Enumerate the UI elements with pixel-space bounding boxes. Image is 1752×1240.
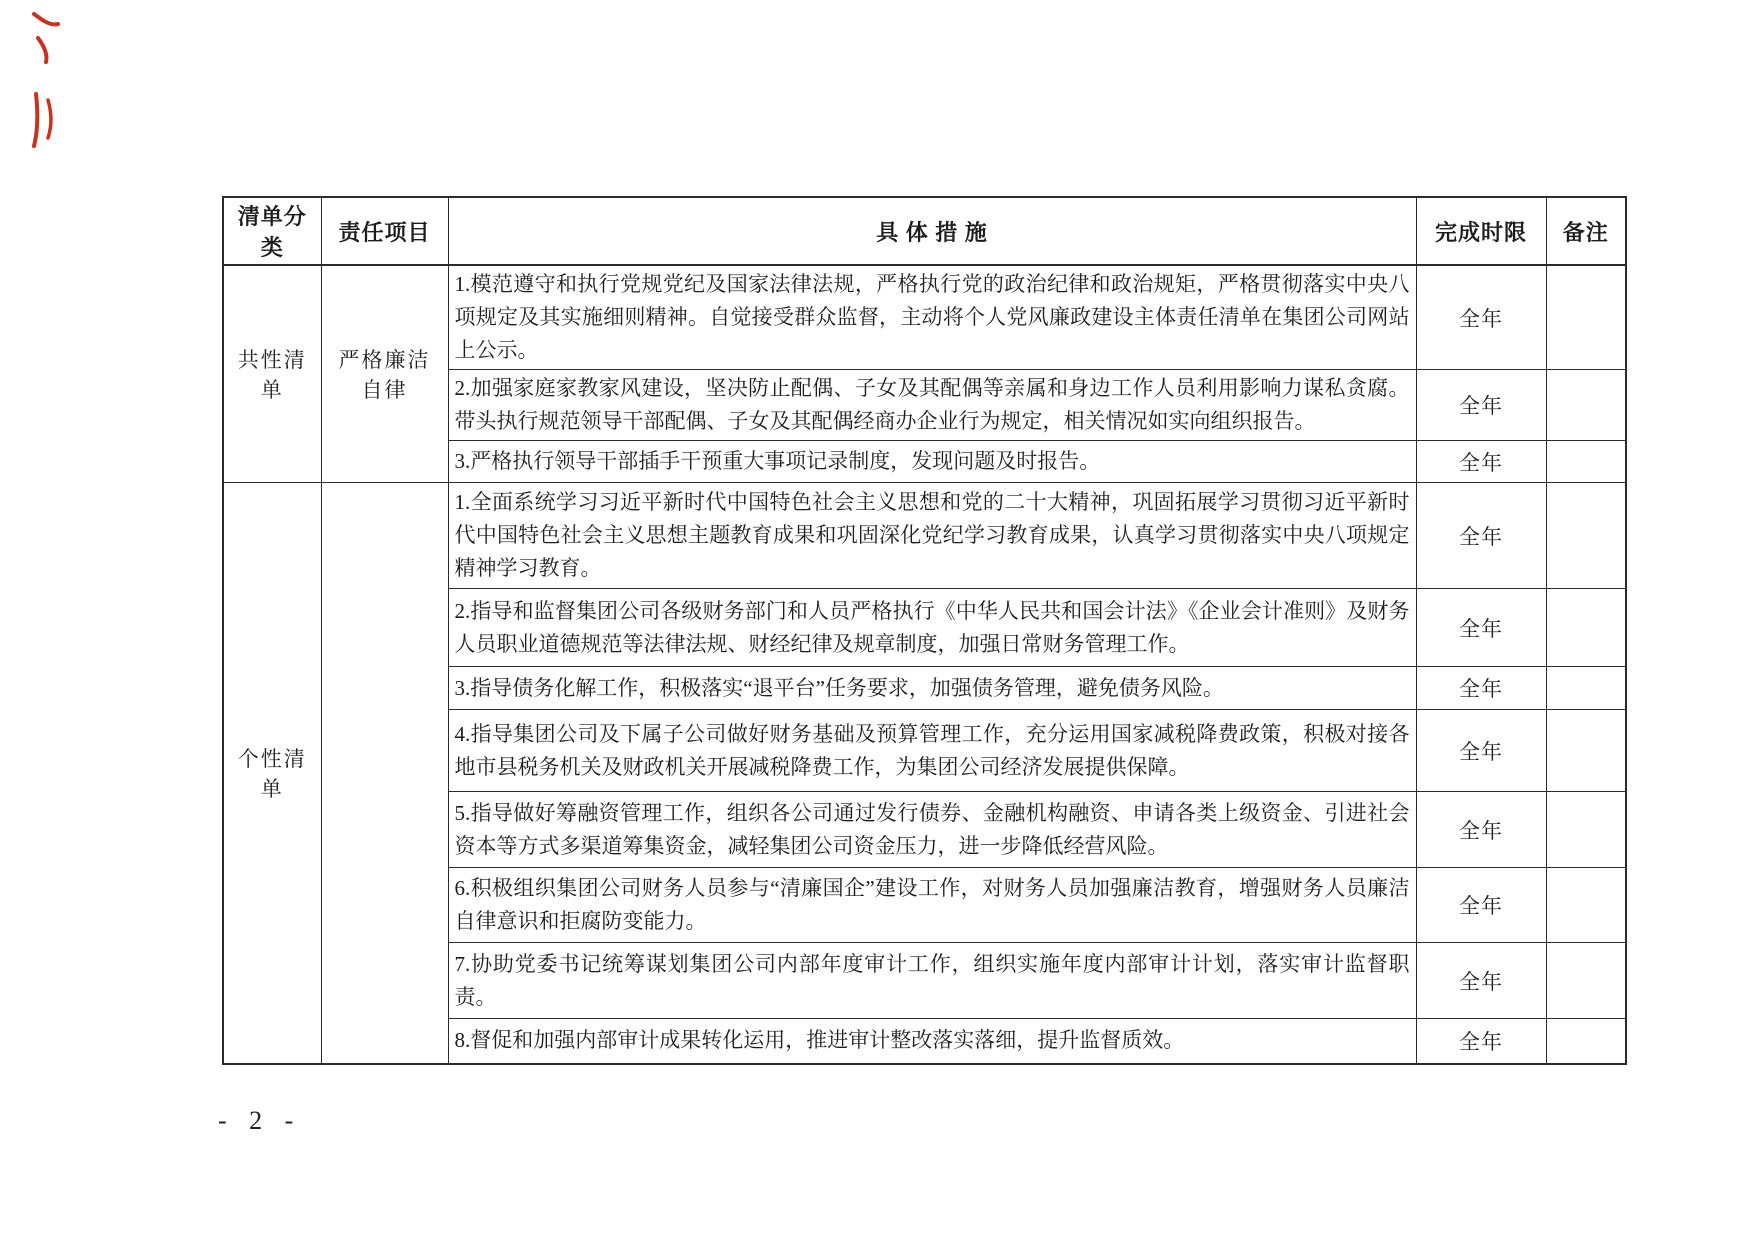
deadline-cell: 全年 <box>1416 943 1546 1019</box>
note-cell <box>1546 667 1626 710</box>
measure-cell: 8.督促和加强内部审计成果转化运用，推进审计整改落实落细，提升监督质效。 <box>448 1019 1416 1064</box>
note-cell <box>1546 589 1626 667</box>
measure-cell: 5.指导做好筹融资管理工作，组织各公司通过发行债券、金融机构融资、申请各类上级资金、引进社会资本等方式多渠道筹集资金，减轻集团公司资金压力，进一步降低经营风险。 <box>448 792 1416 868</box>
category-cell-common: 共性清单 <box>223 265 321 483</box>
table-header-row <box>223 197 1626 265</box>
note-cell <box>1546 710 1626 792</box>
note-cell <box>1546 792 1626 868</box>
note-cell <box>1546 483 1626 589</box>
header-note: 备注 <box>1546 197 1626 265</box>
header-deadline: 完成时限 <box>1416 197 1546 265</box>
deadline-cell: 全年 <box>1416 265 1546 370</box>
header-project: 责任项目 <box>321 197 448 265</box>
measure-cell: 3.严格执行领导干部插手干预重大事项记录制度，发现问题及时报告。 <box>448 441 1416 483</box>
deadline-cell: 全年 <box>1416 483 1546 589</box>
red-pen-mark <box>24 4 72 154</box>
deadline-cell: 全年 <box>1416 1019 1546 1064</box>
measure-cell: 1.模范遵守和执行党规党纪及国家法律法规，严格执行党的政治纪律和政治规矩，严格贯彻落实中央八项规定及其实施细则精神。自觉接受群众监督，主动将个人党风廉政建设主体责任清单在集团公司网站上公示。 <box>448 265 1416 370</box>
deadline-cell: 全年 <box>1416 370 1546 441</box>
responsibility-table <box>222 196 1627 1065</box>
deadline-cell: 全年 <box>1416 589 1546 667</box>
table-row <box>223 265 1626 370</box>
measure-cell: 3.指导债务化解工作，积极落实“退平台”任务要求，加强债务管理，避免债务风险。 <box>448 667 1416 710</box>
note-cell <box>1546 868 1626 943</box>
measure-cell: 4.指导集团公司及下属子公司做好财务基础及预算管理工作，充分运用国家减税降费政策，积极对接各地市县税务机关及财政机关开展减税降费工作，为集团公司经济发展提供保障。 <box>448 710 1416 792</box>
header-measures: 具 体 措 施 <box>448 197 1416 265</box>
measure-cell: 6.积极组织集团公司财务人员参与“清廉国企”建设工作，对财务人员加强廉洁教育，增强财务人员廉洁自律意识和拒腐防变能力。 <box>448 868 1416 943</box>
deadline-cell: 全年 <box>1416 710 1546 792</box>
project-cell-common: 严格廉洁自律 <box>321 265 448 483</box>
table-row <box>223 483 1626 589</box>
measure-cell: 2.指导和监督集团公司各级财务部门和人员严格执行《中华人民共和国会计法》《企业会计准则》及财务人员职业道德规范等法律法规、财经纪律及规章制度，加强日常财务管理工作。 <box>448 589 1416 667</box>
page-number: - 2 - <box>218 1106 302 1135</box>
measure-cell: 2.加强家庭家教家风建设，坚决防止配偶、子女及其配偶等亲属和身边工作人员利用影响力谋私贪腐。带头执行规范领导干部配偶、子女及其配偶经商办企业行为规定，相关情况如实向组织报告。 <box>448 370 1416 441</box>
deadline-cell: 全年 <box>1416 868 1546 943</box>
deadline-cell: 全年 <box>1416 792 1546 868</box>
note-cell <box>1546 370 1626 441</box>
category-cell-individual: 个性清单 <box>223 483 321 1064</box>
project-cell-individual <box>321 483 448 1064</box>
note-cell <box>1546 943 1626 1019</box>
note-cell <box>1546 1019 1626 1064</box>
deadline-cell: 全年 <box>1416 667 1546 710</box>
deadline-cell: 全年 <box>1416 441 1546 483</box>
note-cell <box>1546 441 1626 483</box>
note-cell <box>1546 265 1626 370</box>
measure-cell: 7.协助党委书记统筹谋划集团公司内部年度审计工作，组织实施年度内部审计计划，落实审计监督职责。 <box>448 943 1416 1019</box>
measure-cell: 1.全面系统学习习近平新时代中国特色社会主义思想和党的二十大精神，巩固拓展学习贯彻习近平新时代中国特色社会主义思想主题教育成果和巩固深化党纪学习教育成果，认真学习贯彻落实中央八项规定精神学习教育。 <box>448 483 1416 589</box>
header-category: 清单分类 <box>223 197 321 265</box>
